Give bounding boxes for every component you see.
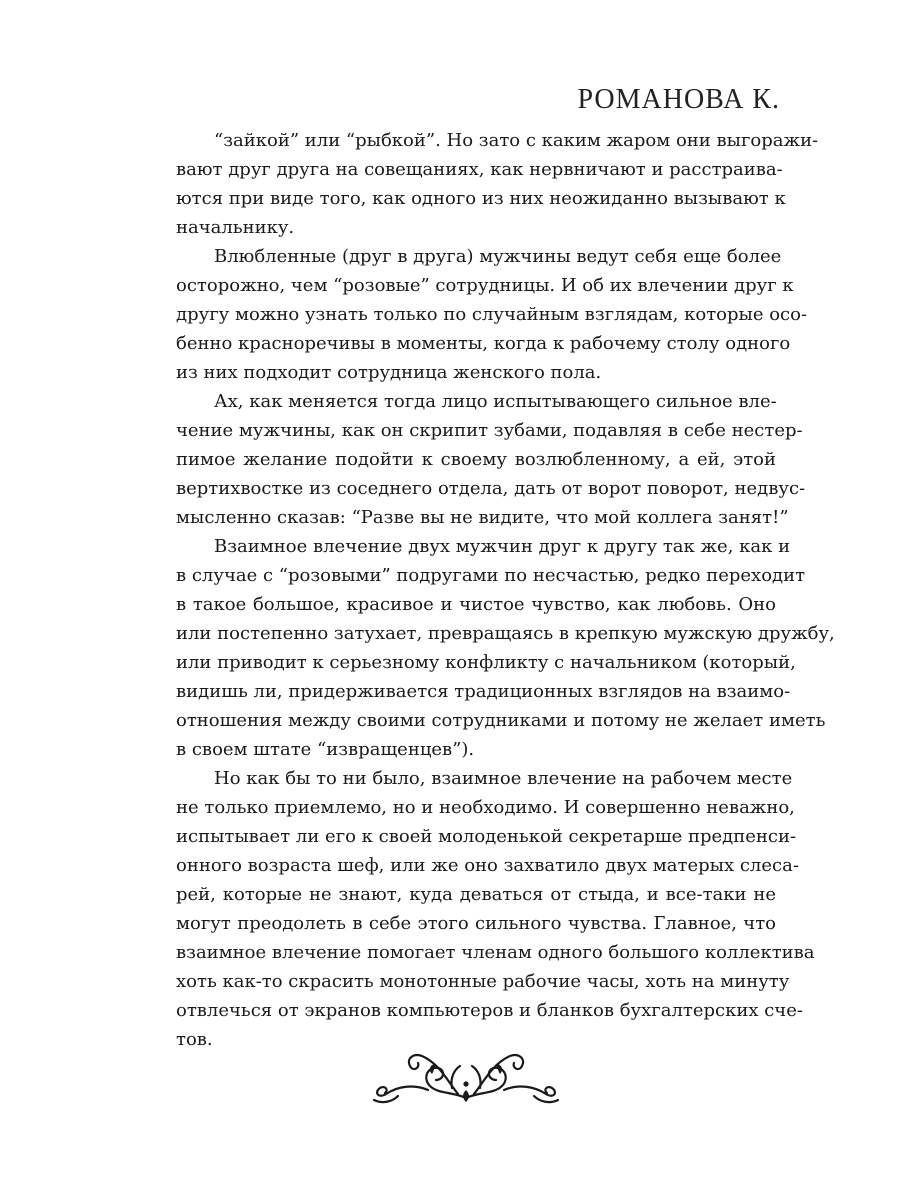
text-line: бенно красноречивы в моменты, когда к рабочему столу одного [176, 333, 791, 354]
text-line: ются при виде того, как одного из них неожиданно вызывают к [176, 188, 786, 209]
text-line: взаимное влечение помогает членам одного большого коллектива [176, 942, 815, 963]
running-head: РОМАНОВА К. [577, 84, 780, 115]
text-line: тов. [176, 1029, 213, 1050]
text-line: хоть как-то скрасить монотонные рабочие часы, хоть на минуту [176, 971, 790, 992]
text-line: Взаимное влечение двух мужчин друг к другу так же, как и [214, 536, 791, 557]
text-line: не только приемлемо, но и необходимо. И совершенно неважно, [176, 797, 795, 818]
text-line: вертихвостке из соседнего отдела, дать от ворот поворот, недвус- [176, 478, 806, 499]
text-line: рей, которые не знают, куда деваться от стыда, и все-таки не [176, 884, 776, 905]
text-line: мысленно сказав: “Разве вы не видите, что мой коллега занят!” [176, 507, 789, 528]
text-line: испытывает ли его к своей молоденькой секретарше предпенси- [176, 826, 797, 847]
text-line: или приводит к серьезному конфликту с начальником (который, [176, 652, 796, 673]
text-line: из них подходит сотрудница женского пола. [176, 362, 602, 383]
text-line: осторожно, чем “розовые” сотрудницы. И об их влечении друг к [176, 275, 794, 296]
text-line: могут преодолеть в себе этого сильного чувства. Главное, что [176, 913, 776, 934]
text-line: Но как бы то ни было, взаимное влечение на рабочем месте [214, 768, 793, 789]
text-line: Ах, как меняется тогда лицо испытывающего сильное вле- [214, 391, 777, 412]
text-line: в случае с “розовыми” подругами по несчастью, редко переходит [176, 565, 806, 586]
text-line: пимое желание подойти к своему возлюбленному, а ей, этой [176, 449, 776, 470]
text-line: “зайкой” или “рыбкой”. Но зато с каким жаром они выгоражи- [214, 130, 819, 151]
text-line: отвлечься от экранов компьютеров и бланков бухгалтерских сче- [176, 1000, 803, 1021]
body-text [176, 126, 835, 1054]
text-line: онного возраста шеф, или же оно захватило двух матерых слеса- [176, 855, 799, 876]
text-line: начальнику. [176, 217, 295, 238]
text-line: отношения между своими сотрудниками и потому не желает иметь [176, 710, 826, 731]
text-line: Влюбленные (друг в друга) мужчины ведут себя еще более [214, 246, 782, 267]
floral-vignette-icon [368, 1044, 564, 1110]
text-line: вают друг друга на совещаниях, как нервничают и расстраива- [176, 159, 783, 180]
text-line: видишь ли, придерживается традиционных взглядов на взаимо- [176, 681, 791, 702]
text-line: чение мужчины, как он скрипит зубами, подавляя в себе нестер- [176, 420, 803, 441]
text-line: в своем штате “извращенцев”). [176, 739, 475, 760]
text-line: в такое большое, красивое и чистое чувство, как любовь. Оно [176, 594, 776, 615]
text-line: другу можно узнать только по случайным взглядам, которые осо- [176, 304, 808, 325]
text-line: или постепенно затухает, превращаясь в крепкую мужскую дружбу, [176, 623, 835, 644]
